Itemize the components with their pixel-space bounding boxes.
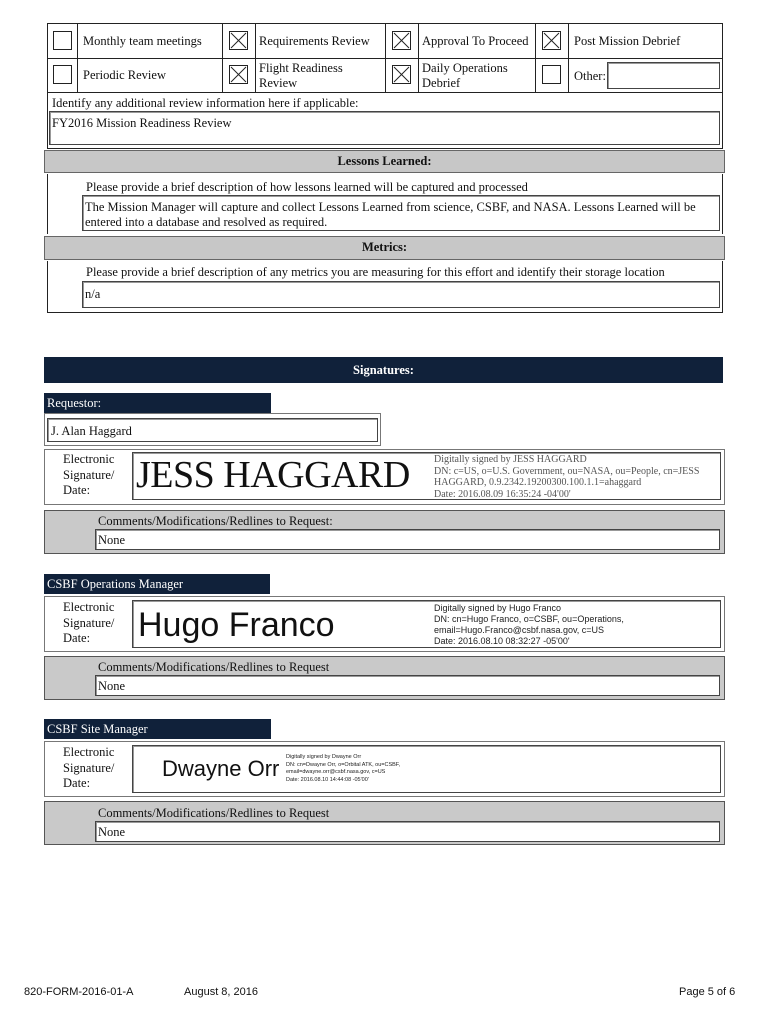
sig-meta-line: email=dwayne.orr@csbf.nasa.gov, c=US <box>286 769 386 775</box>
table-divider <box>385 23 386 93</box>
requirements-review-checkbox[interactable] <box>229 31 248 50</box>
esig-label-line2: Signature/ <box>63 615 115 630</box>
esig-label-line1: Electronic <box>63 745 115 759</box>
esig-label-line3: Date: <box>63 483 91 497</box>
site-manager-tab: CSBF Site Manager <box>44 719 271 739</box>
checked-x-icon <box>393 32 410 49</box>
flight-readiness-checkbox[interactable] <box>229 65 248 84</box>
footer-page-number: Page 5 of 6 <box>679 986 736 998</box>
daily-operations-label-line2: Debrief <box>422 76 461 90</box>
checked-x-icon <box>230 66 247 83</box>
ops-esig-label <box>63 600 114 647</box>
flight-readiness-label-line2: Review <box>259 76 298 90</box>
post-mission-debrief-label: Post Mission Debrief <box>574 34 681 48</box>
sig-meta-line: Date: 2016.08.09 16:35:24 -04'00' <box>434 488 571 500</box>
ops-comments-input[interactable] <box>95 675 720 696</box>
table-divider <box>255 23 256 93</box>
footer-form-id: 820-FORM-2016-01-A <box>24 986 134 998</box>
esig-label-line3: Date: <box>63 776 91 790</box>
metrics-value: n/a <box>85 287 101 301</box>
site-comments-input[interactable] <box>95 821 720 842</box>
site-comments-value: None <box>98 825 126 839</box>
checked-x-icon <box>543 32 560 49</box>
requirements-review-label: Requirements Review <box>259 34 370 48</box>
monthly-meetings-checkbox[interactable] <box>53 31 72 50</box>
sig-meta-line: Digitally signed by Dwayne Orr <box>286 754 362 760</box>
lessons-prompt: Please provide a brief description of how lessons learned will be captured and processed <box>86 180 528 194</box>
esig-label-line1: Electronic <box>63 600 115 614</box>
monthly-meetings-label: Monthly team meetings <box>83 34 202 48</box>
esig-label-line2: Signature/ <box>63 467 115 482</box>
signatures-header: Signatures: <box>44 357 723 383</box>
sig-meta-line: Date: 2016.08.10 14:44:08 -05'00' <box>286 776 369 783</box>
requestor-esig-label <box>63 452 114 499</box>
footer-date: August 8, 2016 <box>184 986 259 998</box>
lessons-value-line1: The Mission Manager will capture and collect Lessons Learned from science, CSBF, and NASA. Lessons Learned will be <box>85 200 696 214</box>
table-divider <box>535 23 536 93</box>
sig-meta-line: email=Hugo.Franco@csbf.nasa.gov, c=US <box>434 625 605 635</box>
lessons-value-line2: entered into a database and resolved as required. <box>85 215 328 229</box>
flight-readiness-label <box>259 61 343 90</box>
lessons-learned-header: Lessons Learned: <box>44 150 725 173</box>
requestor-comments-label: Comments/Modifications/Redlines to Request: <box>98 514 333 528</box>
checked-x-icon <box>393 66 410 83</box>
ops-manager-tab: CSBF Operations Manager <box>44 574 270 594</box>
requestor-comments-value: None <box>98 533 126 547</box>
site-signature-meta <box>286 754 400 784</box>
sig-meta-line: DN: cn=Dwayne Orr, o=Orbital ATK, ou=CSBF, <box>286 761 401 768</box>
daily-operations-checkbox[interactable] <box>392 65 411 84</box>
requestor-name-input[interactable] <box>47 418 378 442</box>
sig-meta-line: Date: 2016.08.10 08:32:27 -05'00' <box>434 636 570 646</box>
additional-info-input[interactable] <box>49 111 720 145</box>
sig-meta-line: DN: c=US, o=U.S. Government, ou=NASA, ou=People, cn=JESS <box>434 465 700 477</box>
site-comments-label: Comments/Modifications/Redlines to Request <box>98 806 330 820</box>
table-divider <box>568 23 569 93</box>
approval-to-proceed-label: Approval To Proceed <box>422 34 529 48</box>
checked-x-icon <box>230 32 247 49</box>
requestor-comments-input[interactable] <box>95 529 720 550</box>
table-divider <box>222 23 223 93</box>
sig-meta-line: HAGGARD, 0.9.2342.19200300.100.1.1=ahaggard <box>434 477 642 488</box>
other-checkbox[interactable] <box>542 65 561 84</box>
requestor-signature: JESS HAGGARD <box>136 454 410 496</box>
sig-meta-line: Digitally signed by Hugo Franco <box>434 603 562 613</box>
approval-to-proceed-checkbox[interactable] <box>392 31 411 50</box>
requestor-tab: Requestor: <box>44 393 271 413</box>
flight-readiness-label-line1: Flight Readiness <box>259 61 343 75</box>
periodic-review-label: Periodic Review <box>83 68 166 82</box>
requestor-signature-meta <box>434 454 699 500</box>
daily-operations-label <box>422 61 508 90</box>
ops-signature-meta <box>434 603 624 647</box>
site-signature: Dwayne Orr <box>162 756 280 781</box>
lessons-input[interactable] <box>82 195 720 231</box>
other-label: Other: <box>574 69 606 83</box>
site-esig-label <box>63 745 114 792</box>
post-mission-debrief-checkbox[interactable] <box>542 31 561 50</box>
metrics-header: Metrics: <box>44 236 725 260</box>
ops-signature: Hugo Franco <box>138 606 335 644</box>
additional-info-label: Identify any additional review information here if applicable: <box>52 96 359 110</box>
daily-operations-label-line1: Daily Operations <box>422 61 508 75</box>
sig-meta-line: Digitally signed by JESS HAGGARD <box>434 454 587 465</box>
metrics-prompt: Please provide a brief description of any metrics you are measuring for this effort and identify their storage location <box>86 265 665 279</box>
periodic-review-checkbox[interactable] <box>53 65 72 84</box>
metrics-input[interactable] <box>82 281 720 308</box>
esig-label-line2: Signature/ <box>63 760 115 775</box>
other-input[interactable] <box>607 62 720 89</box>
table-divider <box>77 23 78 93</box>
requestor-name-value: J. Alan Haggard <box>51 424 132 438</box>
sig-meta-line: DN: cn=Hugo Franco, o=CSBF, ou=Operations, <box>434 614 624 624</box>
esig-label-line1: Electronic <box>63 452 115 466</box>
ops-comments-value: None <box>98 679 126 693</box>
esig-label-line3: Date: <box>63 631 91 645</box>
table-divider <box>418 23 419 93</box>
additional-info-value: FY2016 Mission Readiness Review <box>52 116 232 130</box>
ops-comments-label: Comments/Modifications/Redlines to Request <box>98 660 330 674</box>
